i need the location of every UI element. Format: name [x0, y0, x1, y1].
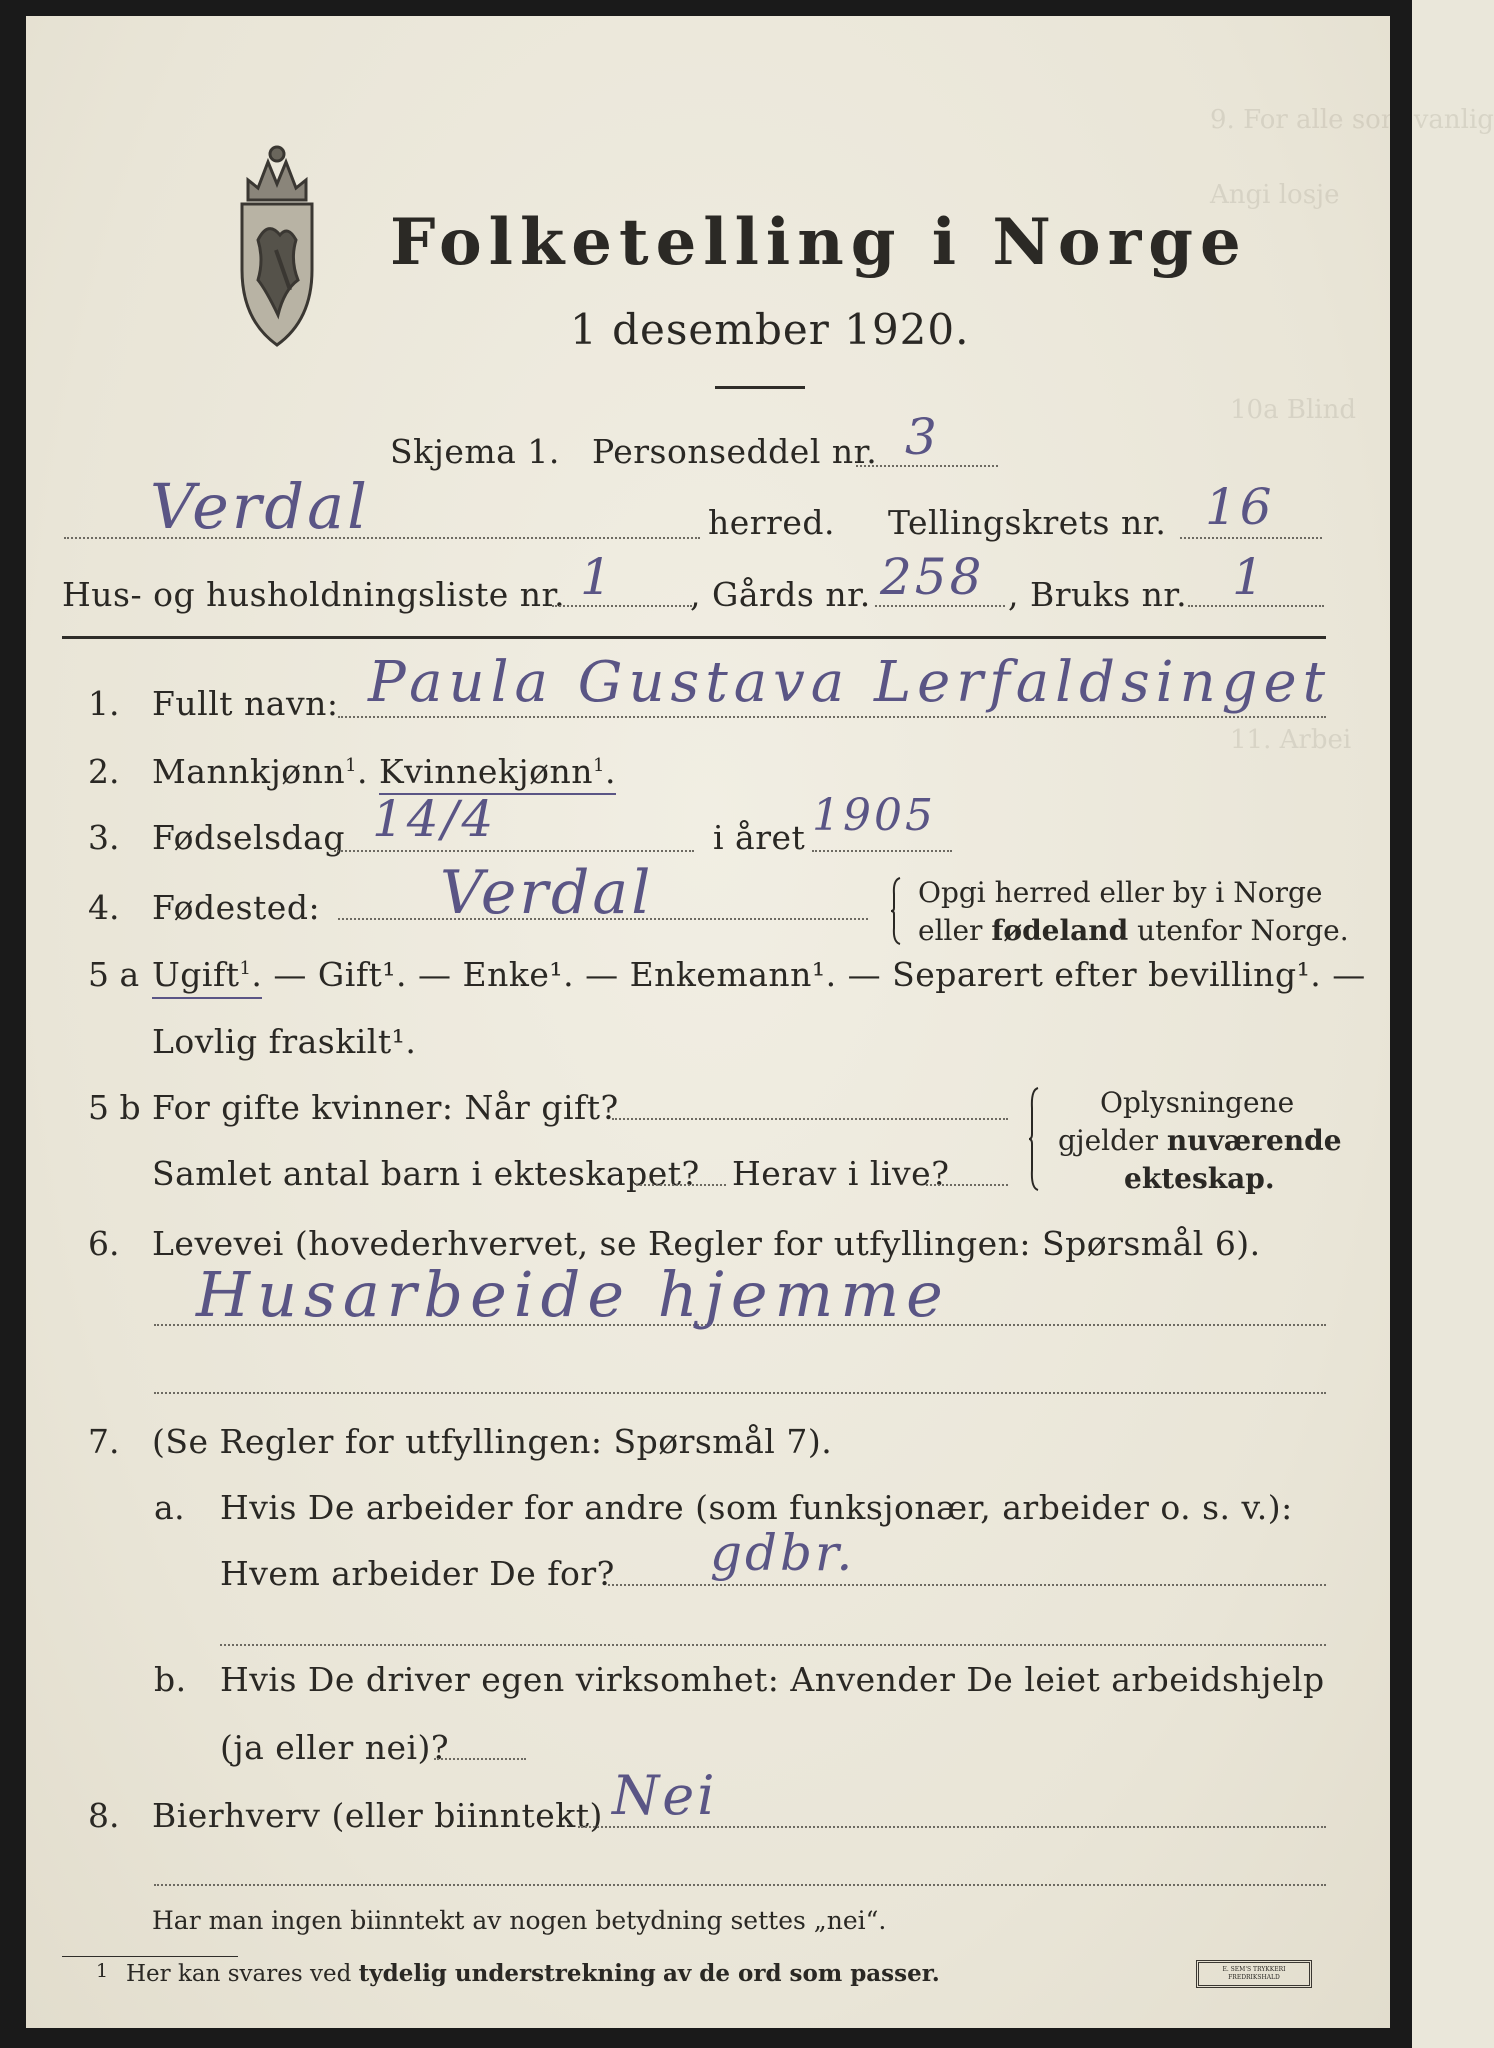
- option-lovlig-fraskilt[interactable]: Lovlig fraskilt¹.: [152, 1022, 417, 1061]
- q6-label: Levevei (hovederhvervet, se Regler for utfyllingen: Spørsmål 6).: [152, 1224, 1261, 1263]
- gards-label: , Gårds nr.: [690, 575, 871, 614]
- note-text: utenfor Norge.: [1137, 914, 1349, 947]
- q1-number: 1.: [88, 684, 120, 723]
- census-date: 1 desember 1920.: [570, 305, 970, 354]
- bleed-through: 11. Arbei: [1230, 725, 1352, 755]
- footnote-emphasis: tydelig understrekning: [358, 1960, 656, 1987]
- full-name-value: Paula Gustava Lerfaldsinget: [368, 650, 1332, 715]
- liste-value: 1: [580, 548, 615, 606]
- q8-label: Bierhverv (eller biinntekt): [152, 1796, 603, 1835]
- tellingskrets-field[interactable]: [1180, 537, 1322, 539]
- q4-label: Fødested:: [152, 888, 321, 927]
- note-text: gjelder: [1058, 1124, 1159, 1157]
- q5b-number: 5 b: [88, 1088, 141, 1127]
- side-income-value: Nei: [612, 1764, 718, 1827]
- note-text: eller: [918, 914, 983, 947]
- footnote-mark: 1: [239, 958, 252, 979]
- birthplace-note-2: [918, 914, 1349, 947]
- note-emphasis: fødeland: [991, 914, 1129, 947]
- bleed-through: 9. For alle som vanlig: [1210, 105, 1494, 135]
- q7a-letter: a.: [154, 1488, 186, 1527]
- birthplace-note-1: Opgi herred eller by i Norge: [918, 876, 1323, 909]
- q6-number: 6.: [88, 1224, 120, 1263]
- personseddel-label: Personseddel nr.: [592, 432, 878, 471]
- tellingskrets-value: 16: [1205, 478, 1275, 536]
- bruks-label: , Bruks nr.: [1008, 575, 1188, 614]
- footnote-text: [126, 1960, 940, 1987]
- hired-help-label: (ja eller nei)?: [220, 1728, 450, 1767]
- title-divider: [715, 386, 805, 389]
- tellingskrets-label: Tellingskrets nr.: [888, 503, 1167, 542]
- bleed-through: 10a Blind: [1230, 395, 1356, 425]
- q4-number: 4.: [88, 888, 120, 927]
- birthday-value: 14/4: [372, 790, 497, 848]
- birthday-field[interactable]: [334, 850, 694, 852]
- q7-number: 7.: [88, 1422, 120, 1461]
- marital-other-options[interactable]: — Gift¹. — Enke¹. — Enkemann¹. — Separert efter bevilling¹. —: [273, 955, 1366, 994]
- bleed-through: Angi losje: [1210, 180, 1340, 210]
- norway-coat-of-arms-icon: [218, 140, 336, 350]
- footnote-part: Her kan svares ved: [126, 1961, 352, 1987]
- marital-options: [152, 955, 1366, 994]
- footnote-number: 1: [96, 1960, 109, 1982]
- q7b-text: Hvis De driver egen virksomhet: Anvender De leiet arbeidshjelp: [220, 1660, 1325, 1699]
- marriage-note-2: [1058, 1124, 1342, 1157]
- brace-icon: [890, 876, 904, 946]
- birth-year-value: 1905: [812, 790, 936, 841]
- footnote-rule: [62, 1956, 238, 1957]
- married-when-field[interactable]: [612, 1118, 1008, 1120]
- option-ugift[interactable]: Ugift$^1$.: [152, 955, 262, 999]
- full-name-field[interactable]: [338, 716, 1326, 718]
- q3-number: 3.: [88, 818, 120, 857]
- footnote-part: av de ord som passer.: [663, 1960, 940, 1987]
- married-when-label: For gifte kvinner: Når gift?: [152, 1088, 619, 1127]
- liste-field[interactable]: [552, 605, 692, 607]
- footnote-mark: 1: [345, 755, 358, 776]
- occupation-value: Husarbeide hjemme: [196, 1258, 950, 1331]
- form-title: Folketelling i Norge: [390, 205, 1248, 280]
- marriage-note-1: Oplysningene: [1100, 1086, 1295, 1119]
- side-income-field-line-2[interactable]: [154, 1884, 1326, 1886]
- children-count-field[interactable]: [636, 1184, 726, 1186]
- employer-label: Hvem arbeider De for?: [220, 1554, 615, 1593]
- q8-number: 8.: [88, 1796, 120, 1835]
- q7b-letter: b.: [154, 1660, 187, 1699]
- liste-label: Hus- og husholdningsliste nr.: [62, 575, 566, 614]
- herred-value: Verdal: [150, 470, 370, 543]
- children-alive-label: Herav i live?: [732, 1154, 950, 1193]
- employer-value: gdbr.: [710, 1524, 856, 1582]
- employer-field[interactable]: [608, 1584, 1326, 1586]
- brace-icon: [1028, 1086, 1042, 1192]
- side-income-note: Har man ingen biinntekt av nogen betydning settes „nei“.: [152, 1906, 887, 1935]
- q2-options: Mannkjønn$^1$. Kvinnekjønn$^1$.: [152, 752, 616, 791]
- option-kvinnekjonn[interactable]: Kvinnekjønn$^1$.: [379, 752, 616, 795]
- employer-field-line-2[interactable]: [220, 1644, 1326, 1646]
- q7a-text: Hvis De arbeider for andre (som funksjonær, arbeider o. s. v.):: [220, 1488, 1293, 1527]
- footnote-mark: 1: [593, 755, 605, 776]
- marriage-note-3: ekteskap.: [1124, 1162, 1275, 1195]
- note-emphasis: nuværende: [1166, 1124, 1342, 1157]
- year-label: i året: [713, 818, 806, 857]
- option-mannkjonn[interactable]: Mannkjønn: [152, 752, 346, 791]
- q5a-number: 5 a: [88, 955, 140, 994]
- option-kvinnekjonn-label: Kvinnekjønn: [379, 752, 594, 791]
- schema-label: Skjema 1.: [390, 432, 560, 471]
- q3-label: Fødselsdag: [152, 818, 345, 857]
- birthplace-value: Verdal: [440, 858, 654, 928]
- occupation-field-line-2[interactable]: [154, 1392, 1326, 1394]
- hired-help-field[interactable]: [434, 1758, 526, 1760]
- herred-label: herred.: [708, 503, 835, 542]
- option-ugift-label: Ugift: [152, 955, 240, 994]
- children-alive-field[interactable]: [926, 1184, 1008, 1186]
- birth-year-field[interactable]: [812, 850, 952, 852]
- bruks-value: 1: [1232, 548, 1267, 606]
- gards-value: 258: [880, 548, 985, 606]
- printer-stamp: E. SEM'S TRYKKERI FREDRIKSHALD: [1196, 1960, 1312, 1988]
- personseddel-value: 3: [905, 408, 940, 466]
- q7-label: (Se Regler for utfyllingen: Spørsmål 7).: [152, 1422, 833, 1461]
- children-count-label: Samlet antal barn i ekteskapet?: [152, 1154, 700, 1193]
- header-rule: [62, 636, 1326, 639]
- q1-label: Fullt navn:: [152, 684, 339, 723]
- q2-number: 2.: [88, 752, 120, 791]
